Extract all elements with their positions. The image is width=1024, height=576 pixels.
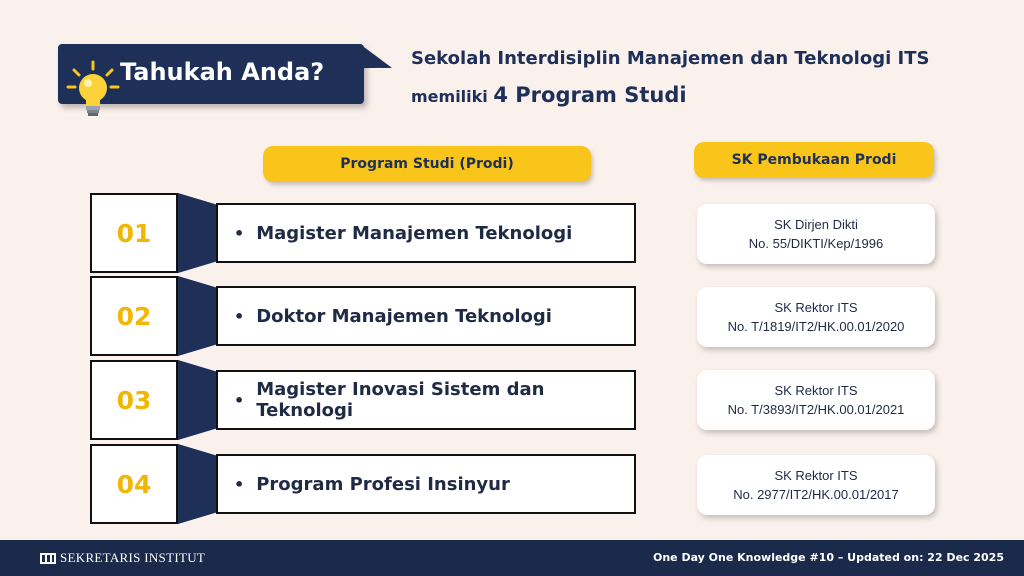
program-row-01 [90, 193, 636, 273]
program-name: Doktor Manajemen Teknologi [256, 305, 552, 327]
row-connector-shape [178, 193, 218, 273]
footer-bar [0, 540, 1024, 576]
sk-card-01 [697, 204, 935, 264]
headline-emphasis: 4 Program Studi [493, 83, 687, 107]
sk-number: No. T/1819/IT2/HK.00.01/2020 [727, 319, 905, 334]
footer-institution: SEKRETARIS INSTITUT [60, 550, 206, 565]
program-name: Program Profesi Insinyur [256, 473, 510, 495]
callout-title: Tahukah Anda? [120, 58, 325, 86]
program-row-03 [90, 360, 636, 440]
bullet-icon: • [234, 306, 245, 326]
headline-prefix: memiliki [411, 87, 488, 106]
lightbulb-icon [66, 60, 120, 122]
program-number: 02 [90, 276, 178, 356]
sk-issuer: SK Rektor ITS [774, 468, 858, 483]
sk-number: No. 2977/IT2/HK.00.01/2017 [733, 487, 899, 502]
headline-subtitle [411, 83, 687, 107]
program-number: 03 [90, 360, 178, 440]
row-connector-shape [178, 276, 218, 356]
program-name-box [216, 286, 636, 346]
sk-issuer: SK Rektor ITS [774, 300, 858, 315]
callout-tail [360, 44, 392, 80]
program-name-box [216, 370, 636, 430]
sk-card-02 [697, 287, 935, 347]
program-name: Magister Manajemen Teknologi [256, 222, 573, 244]
program-number: 01 [90, 193, 178, 273]
sk-number: No. T/3893/IT2/HK.00.01/2021 [727, 402, 905, 417]
headline-title: Sekolah Interdisiplin Manajemen dan Teknologi ITS [411, 48, 930, 69]
program-name: Magister Inovasi Sistem dan Teknologi [256, 379, 545, 421]
bullet-icon: • [234, 223, 245, 243]
program-name-box [216, 203, 636, 263]
sk-card-03 [697, 370, 935, 430]
program-number: 04 [90, 444, 178, 524]
program-row-04 [90, 444, 636, 524]
sk-issuer: SK Dirjen Dikti [774, 217, 858, 232]
row-connector-shape [178, 444, 218, 524]
sk-column-header: SK Pembukaan Prodi [694, 142, 934, 178]
prodi-column-header: Program Studi (Prodi) [263, 146, 591, 182]
sk-issuer: SK Rektor ITS [774, 383, 858, 398]
row-connector-shape [178, 360, 218, 440]
bullet-icon: • [234, 474, 245, 494]
bullet-icon: • [234, 390, 245, 410]
sk-card-04 [697, 455, 935, 515]
program-row-02 [90, 276, 636, 356]
program-name-box [216, 454, 636, 514]
footer-update-info: One Day One Knowledge #10 – Updated on: 22 Dec 2025 [652, 551, 1004, 564]
its-logo-icon [40, 553, 56, 564]
sk-number: No. 55/DIKTI/Kep/1996 [748, 236, 884, 251]
